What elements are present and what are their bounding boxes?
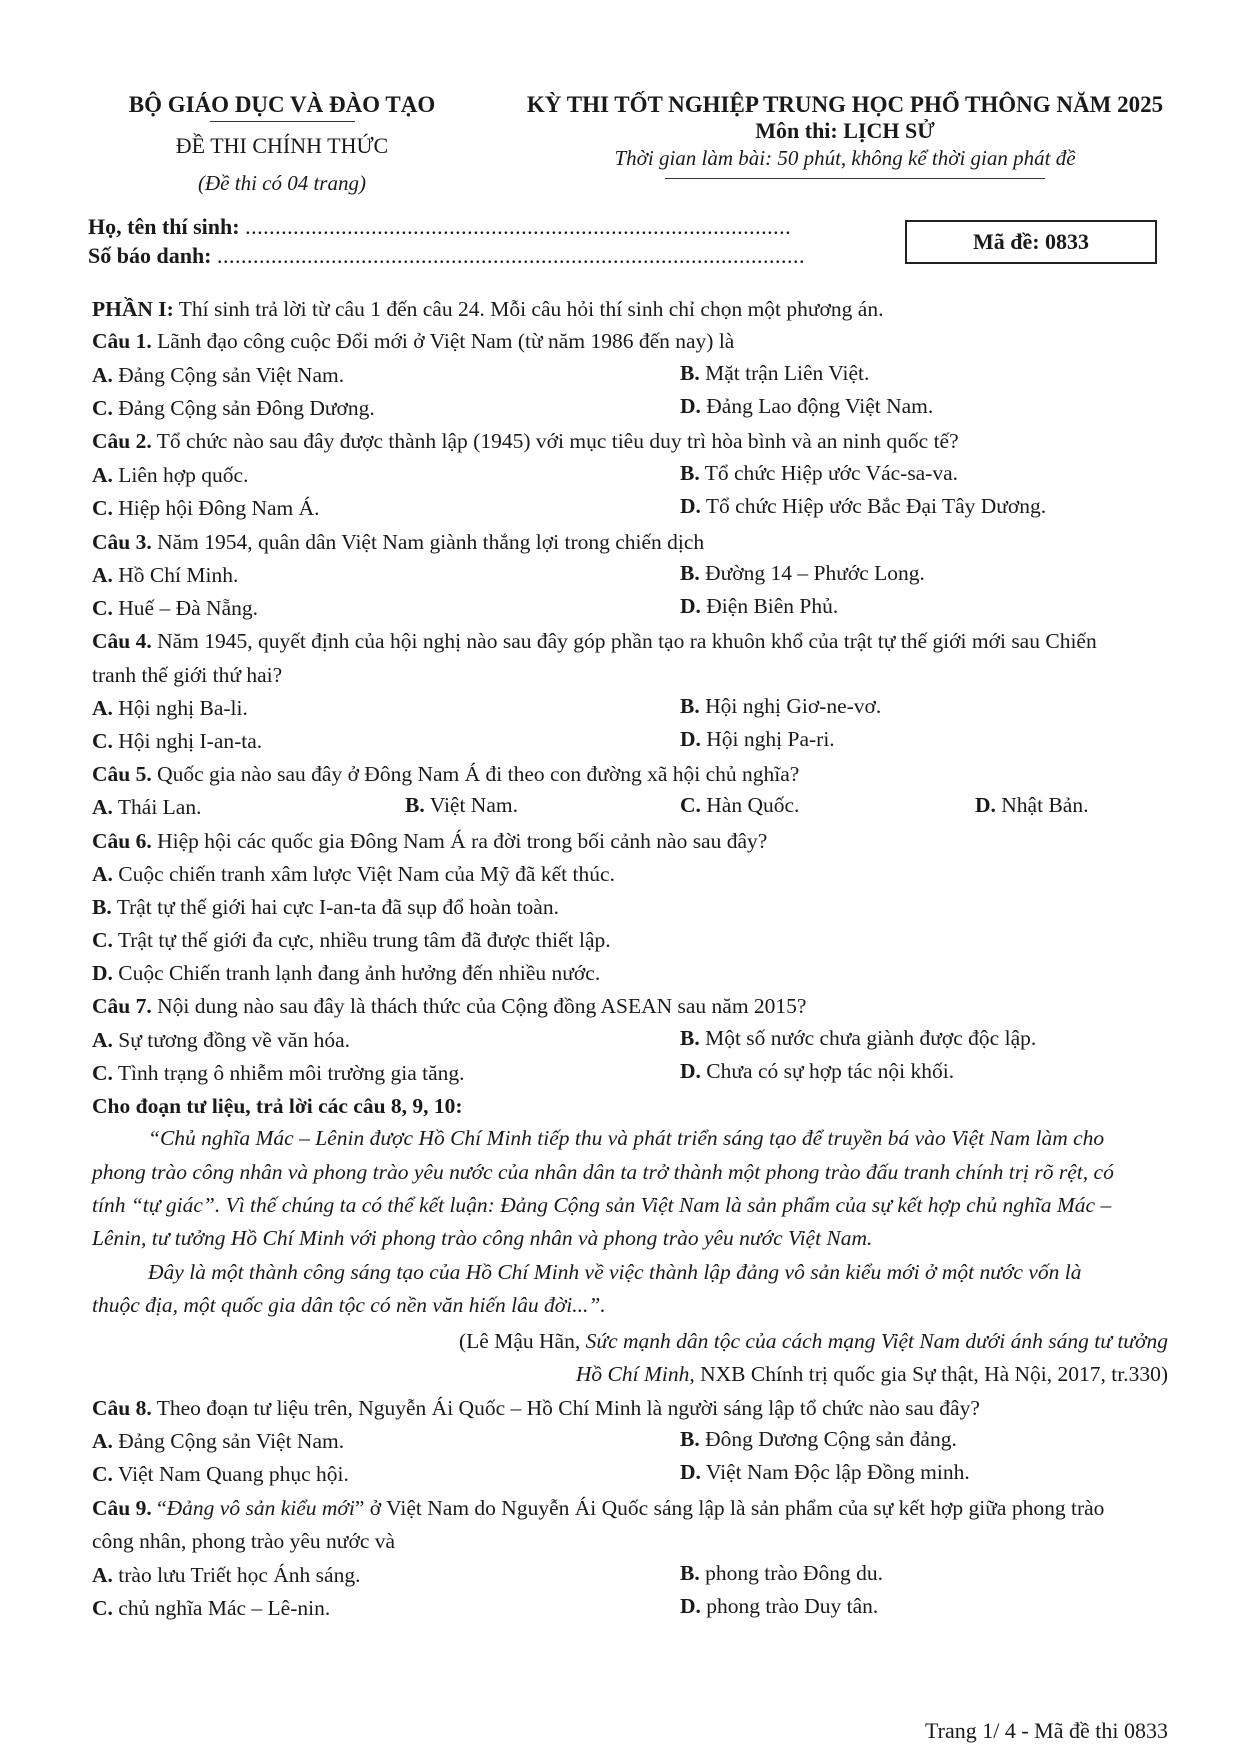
option-letter: C. <box>92 729 113 753</box>
option-letter: A. <box>92 563 113 587</box>
option-text: Nhật Bản. <box>995 793 1089 817</box>
option-letter: B. <box>92 895 112 919</box>
question-1 <box>92 327 734 355</box>
q3-option-d[interactable] <box>680 594 838 619</box>
exam-code-box: Mã đề: 0833 <box>905 220 1157 264</box>
option-text: Trật tự thế giới đa cực, nhiều trung tâm đã được thiết lập. <box>112 928 611 952</box>
passage-line: Đây là một thành công sáng tạo của Hồ Chí Minh về việc thành lập đảng vô sản kiểu mới ở một nước vốn là <box>148 1260 1082 1284</box>
passage-line: phong trào công nhân và phong trào yêu nước của nhân dân ta trở thành một phong trào đấu tranh chính trị rõ rệt, có <box>92 1160 1114 1184</box>
question-emphasis: Đảng vô sản kiểu mới <box>166 1496 355 1520</box>
q1-option-b[interactable] <box>680 361 869 386</box>
question-label: Câu 6. <box>92 829 152 853</box>
question-9: Câu 9. “Đảng vô sản kiểu mới” ở Việt Nam do Nguyễn Ái Quốc sáng lập là sản phẩm của sự kết hợp giữa phong trào <box>92 1496 1105 1520</box>
option-text: Hàn Quốc. <box>700 793 800 817</box>
question-label: Câu 4. <box>92 629 152 653</box>
option-text: Việt Nam Quang phục hội. <box>112 1462 349 1486</box>
q6-option-b[interactable] <box>92 893 559 921</box>
question-text: Quốc gia nào sau đây ở Đông Nam Á đi theo con đường xã hội chủ nghĩa? <box>151 762 800 786</box>
q8-option-a[interactable] <box>92 1427 344 1455</box>
duration-underline <box>665 178 1045 179</box>
page-count: (Đề thi có 04 trang) <box>198 171 366 195</box>
q8-option-c[interactable] <box>92 1460 349 1488</box>
q9-option-c[interactable] <box>92 1594 330 1622</box>
option-letter: C. <box>680 793 701 817</box>
q2-option-b[interactable] <box>680 461 958 486</box>
option-text: Đường 14 – Phước Long. <box>699 561 925 585</box>
option-letter: B. <box>680 561 700 585</box>
option-text: Việt Nam. <box>424 793 518 817</box>
candidate-name-line <box>88 214 791 240</box>
candidate-name-field: ........................................................................................... <box>245 214 792 239</box>
question-text: Tổ chức nào sau đây được thành lập (1945) với mục tiêu duy trì hòa bình và an ninh quốc tế? <box>151 429 959 453</box>
question-label: Câu 7. <box>92 994 152 1018</box>
passage-line: tính “tự giác”. Vì thế chúng ta có thể kết luận: Đảng Cộng sản Việt Nam là sản phẩm của sự kết hợp chủ nghĩa Mác – <box>92 1193 1112 1217</box>
q3-option-a[interactable] <box>92 561 238 589</box>
question-6 <box>92 827 767 855</box>
part1-instruction <box>92 295 883 323</box>
passage-line: thuộc địa, một quốc gia dân tộc có nền văn hiến lâu đời...”. <box>92 1293 606 1317</box>
question-label: Câu 8. <box>92 1396 152 1420</box>
option-text: phong trào Duy tân. <box>700 1594 879 1618</box>
q7-option-b[interactable] <box>680 1026 1036 1051</box>
question-label: Câu 9. <box>92 1496 152 1520</box>
option-letter: D. <box>680 1460 701 1484</box>
option-text: Thái Lan. <box>112 795 202 819</box>
q6-option-a[interactable] <box>92 860 615 888</box>
duration-label: Thời gian làm bài: 50 phút, không kể thời gian phát đề <box>614 146 1076 170</box>
option-letter: B. <box>680 1427 700 1451</box>
q5-option-c[interactable] <box>680 793 799 818</box>
part1-label: PHẦN I: <box>92 297 174 321</box>
q5-option-b[interactable] <box>405 793 518 818</box>
passage-line: Lênin, tư tưởng Hồ Chí Minh với phong trào công nhân và phong trào yêu nước Việt Nam. <box>92 1226 873 1250</box>
question-4-cont: tranh thế giới thứ hai? <box>92 663 283 687</box>
option-text: Cuộc Chiến tranh lạnh đang ảnh hưởng đến nhiều nước. <box>112 961 601 985</box>
option-letter: C. <box>92 1061 113 1085</box>
page-footer: Trang 1/ 4 - Mã đề thi 0833 <box>924 1718 1168 1743</box>
option-text: Đông Dương Cộng sản đảng. <box>699 1427 957 1451</box>
candidate-name-label: Họ, tên thí sinh: <box>88 214 240 239</box>
q5-option-d[interactable] <box>975 793 1088 818</box>
question-text: ” ở Việt Nam do Nguyễn Ái Quốc sáng lập là sản phẩm của sự kết hợp giữa phong trào <box>354 1496 1105 1520</box>
option-letter: A. <box>92 862 113 886</box>
q2-option-a[interactable] <box>92 461 248 489</box>
option-text: Đảng Cộng sản Đông Dương. <box>112 396 375 420</box>
option-text: Tổ chức Hiệp ước Vác-sa-va. <box>699 461 959 485</box>
option-text: Huế – Đà Nẵng. <box>112 596 258 620</box>
question-label: Câu 1. <box>92 329 152 353</box>
option-letter: C. <box>92 396 113 420</box>
source-title-cont: Hồ Chí Minh <box>575 1362 690 1386</box>
option-letter: C. <box>92 596 113 620</box>
option-text: Liên hợp quốc. <box>112 463 249 487</box>
q9-option-d[interactable] <box>680 1594 878 1619</box>
option-letter: A. <box>92 363 113 387</box>
q8-option-d[interactable] <box>680 1460 970 1485</box>
option-letter: B. <box>680 694 700 718</box>
option-text: Đảng Cộng sản Việt Nam. <box>112 1429 345 1453</box>
q7-option-a[interactable] <box>92 1026 350 1054</box>
option-text: Hội nghị Giơ-ne-vơ. <box>699 694 882 718</box>
option-letter: D. <box>680 394 701 418</box>
q1-option-a[interactable] <box>92 361 344 389</box>
question-7 <box>92 992 806 1020</box>
question-text: Lãnh đạo công cuộc Đổi mới ở Việt Nam (từ năm 1986 đến nay) là <box>151 329 735 353</box>
option-letter: A. <box>92 696 113 720</box>
question-text: Năm 1954, quân dân Việt Nam giành thắng lợi trong chiến dịch <box>151 530 705 554</box>
q9-option-b[interactable] <box>680 1561 883 1586</box>
question-2 <box>92 427 959 455</box>
option-letter: D. <box>92 961 113 985</box>
official-label: ĐỀ THI CHÍNH THỨC <box>175 133 389 158</box>
q4-option-b[interactable] <box>680 694 881 719</box>
q1-option-d[interactable] <box>680 394 933 419</box>
option-letter: A. <box>92 1563 113 1587</box>
option-letter: D. <box>680 1594 701 1618</box>
subject-label: Môn thi: LỊCH SỬ <box>755 118 935 143</box>
question-5 <box>92 760 799 788</box>
option-letter: B. <box>405 793 425 817</box>
q6-option-c[interactable] <box>92 926 611 954</box>
question-9-cont: công nhân, phong trào yêu nước và <box>92 1529 396 1553</box>
question-text: Năm 1945, quyết định của hội nghị nào sau đây góp phần tạo ra khuôn khổ của trật tự thế giới mới sau Chiến <box>151 629 1097 653</box>
q2-option-d[interactable] <box>680 494 1046 519</box>
option-letter: D. <box>680 1059 701 1083</box>
option-text: phong trào Đông du. <box>699 1561 884 1585</box>
option-text: Chưa có sự hợp tác nội khối. <box>700 1059 955 1083</box>
option-letter: A. <box>92 1028 113 1052</box>
option-text: trào lưu Triết học Ánh sáng. <box>112 1563 361 1587</box>
question-text: Hiệp hội các quốc gia Đông Nam Á ra đời trong bối cảnh nào sau đây? <box>151 829 768 853</box>
option-text: Hội nghị Ba-li. <box>112 696 248 720</box>
option-text: Đảng Lao động Việt Nam. <box>700 394 934 418</box>
option-letter: D. <box>680 727 701 751</box>
option-text: Hội nghị I-an-ta. <box>112 729 263 753</box>
q9-option-a[interactable] <box>92 1561 360 1589</box>
option-letter: C. <box>92 928 113 952</box>
option-letter: C. <box>92 1462 113 1486</box>
option-text: Trật tự thế giới hai cực I-an-ta đã sụp đổ hoàn toàn. <box>111 895 559 919</box>
option-text: Hồ Chí Minh. <box>112 563 239 587</box>
q4-option-a[interactable] <box>92 694 248 722</box>
option-letter: A. <box>92 1429 113 1453</box>
option-letter: D. <box>975 793 996 817</box>
q7-option-c[interactable] <box>92 1059 465 1087</box>
source-author: (Lê Mậu Hãn, <box>459 1329 586 1353</box>
q4-option-d[interactable] <box>680 727 835 752</box>
q6-option-d[interactable] <box>92 959 600 987</box>
option-text: Cuộc chiến tranh xâm lược Việt Nam của Mỹ đã kết thúc. <box>112 862 615 886</box>
passage-source-line2 <box>576 1360 1168 1388</box>
option-letter: B. <box>680 1026 700 1050</box>
question-4 <box>92 627 1097 655</box>
passage-source-line1 <box>459 1327 1168 1355</box>
part1-text: Thí sinh trả lời từ câu 1 đến câu 24. Mỗi câu hỏi thí sinh chỉ chọn một phương án. <box>173 297 884 321</box>
option-letter: D. <box>680 594 701 618</box>
passage-line: “Chủ nghĩa Mác – Lênin được Hồ Chí Minh tiếp thu và phát triển sáng tạo để truyền bá vào Việt Nam làm cho <box>148 1126 1105 1150</box>
option-text: Một số nước chưa giành được độc lập. <box>699 1026 1037 1050</box>
q8-option-b[interactable] <box>680 1427 957 1452</box>
option-letter: C. <box>92 1596 113 1620</box>
option-letter: D. <box>680 494 701 518</box>
source-publisher: , NXB Chính trị quốc gia Sự thật, Hà Nội, 2017, tr.330) <box>689 1362 1168 1386</box>
option-text: Đảng Cộng sản Việt Nam. <box>112 363 345 387</box>
q7-option-d[interactable] <box>680 1059 954 1084</box>
option-letter: B. <box>680 461 700 485</box>
option-letter: B. <box>680 361 700 385</box>
option-text: Tổ chức Hiệp ước Bắc Đại Tây Dương. <box>700 494 1047 518</box>
option-letter: A. <box>92 795 113 819</box>
option-letter: A. <box>92 463 113 487</box>
question-8 <box>92 1394 980 1422</box>
question-3 <box>92 528 704 556</box>
ministry-name: BỘ GIÁO DỤC VÀ ĐÀO TẠO <box>128 92 436 117</box>
option-text: Điện Biên Phủ. <box>700 594 839 618</box>
candidate-id-label: Số báo danh: <box>88 243 212 268</box>
option-text: chủ nghĩa Mác – Lê-nin. <box>112 1596 331 1620</box>
option-text: Hiệp hội Đông Nam Á. <box>112 496 320 520</box>
option-text: Việt Nam Độc lập Đồng minh. <box>700 1460 970 1484</box>
passage-intro: Cho đoạn tư liệu, trả lời các câu 8, 9, 10: <box>92 1094 463 1118</box>
option-letter: C. <box>92 496 113 520</box>
option-text: Hội nghị Pa-ri. <box>700 727 835 751</box>
question-text: Nội dung nào sau đây là thách thức của Cộng đồng ASEAN sau năm 2015? <box>151 994 807 1018</box>
option-text: Sự tương đồng về văn hóa. <box>112 1028 351 1052</box>
option-text: Tình trạng ô nhiễm môi trường gia tăng. <box>112 1061 465 1085</box>
question-text: Theo đoạn tư liệu trên, Nguyễn Ái Quốc – Hồ Chí Minh là người sáng lập tổ chức nào sau đây? <box>151 1396 980 1420</box>
q3-option-b[interactable] <box>680 561 925 586</box>
q5-option-a[interactable] <box>92 793 201 821</box>
ministry-underline <box>210 121 355 122</box>
q1-option-c[interactable] <box>92 394 375 422</box>
candidate-id-line <box>88 243 805 269</box>
option-text: Mặt trận Liên Việt. <box>699 361 870 385</box>
question-label: Câu 5. <box>92 762 152 786</box>
exam-title: KỲ THI TỐT NGHIỆP TRUNG HỌC PHỔ THÔNG NĂM 2025 <box>526 92 1164 117</box>
q2-option-c[interactable] <box>92 494 320 522</box>
q3-option-c[interactable] <box>92 594 258 622</box>
option-letter: B. <box>680 1561 700 1585</box>
source-title: Sức mạnh dân tộc của cách mạng Việt Nam dưới ánh sáng tư tưởng <box>585 1329 1168 1353</box>
question-label: Câu 3. <box>92 530 152 554</box>
question-label: Câu 2. <box>92 429 152 453</box>
candidate-id-field: .................................................................................................. <box>217 243 806 268</box>
q4-option-c[interactable] <box>92 727 262 755</box>
